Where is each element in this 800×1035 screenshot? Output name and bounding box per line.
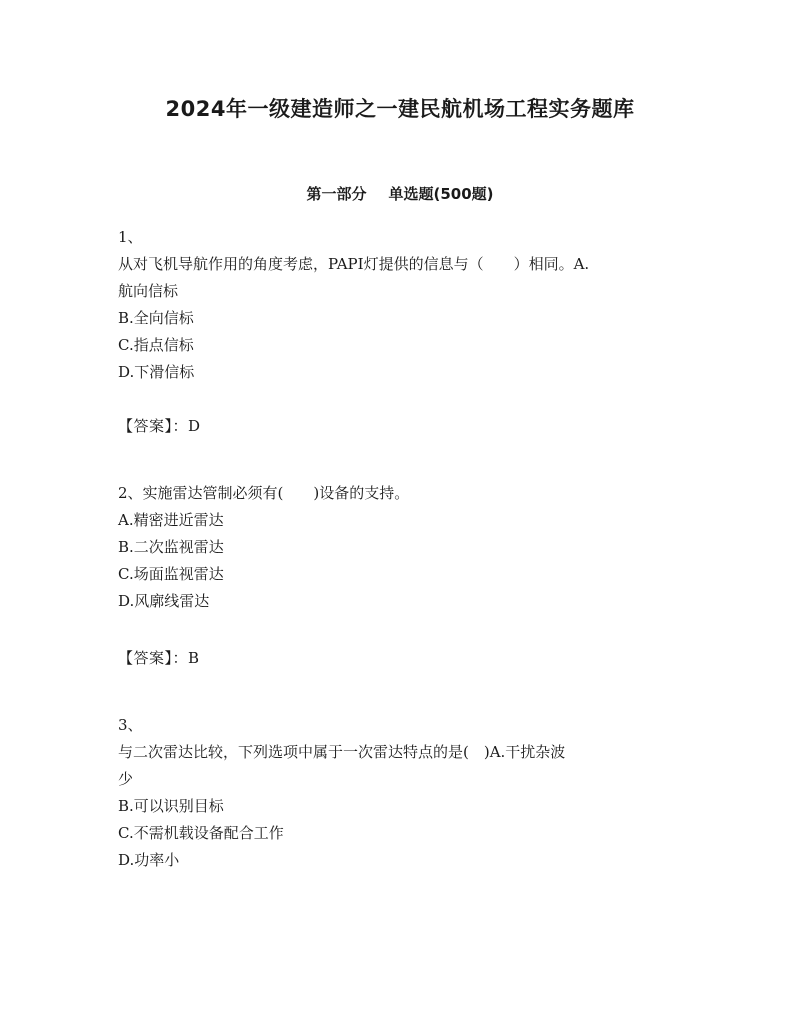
option-d: D.风廓线雷达 [118,592,210,610]
answer-label: 【答案】： [118,417,189,435]
section-part: 第一部分 [306,185,367,203]
question-stem-line: 与二次雷达比较，下列选项中属于一次雷达特点的是( )A.干扰杂波 [118,743,566,761]
option-d: D.下滑信标 [118,363,195,381]
option-b: B.二次监视雷达 [118,538,224,556]
question-number: 3、 [118,716,143,734]
question-2 [118,480,684,615]
answer-value: B [188,649,200,667]
question-1 [118,224,684,386]
answer-1 [118,413,684,440]
option-c: C.场面监视雷达 [118,565,224,583]
answer-value: D [188,417,201,435]
page-title: 2024年一级建造师之一建民航机场工程实务题库 [165,97,635,121]
option-c: C.指点信标 [118,336,194,354]
option-d: D.功率小 [118,851,180,869]
section-title [0,182,800,206]
option-b: B.全向信标 [118,309,194,327]
question-number: 1、 [118,228,143,246]
answer-label: 【答案】： [118,649,189,667]
option-b: B.可以识别目标 [118,797,224,815]
question-stem-line: 少 [118,770,134,788]
question-stem-line: 2、实施雷达管制必须有( )设备的支持。 [118,484,410,502]
option-c: C.不需机载设备配合工作 [118,824,284,842]
question-stem-line: 从对飞机导航作用的角度考虑，PAPI灯提供的信息与（ ）相同。A. [118,255,590,273]
section-name: 单选题(500题) [388,185,494,203]
question-stem-line: 航向信标 [118,282,179,300]
option-a: A.精密进近雷达 [118,511,224,529]
question-3 [118,712,684,874]
answer-2 [118,645,684,672]
